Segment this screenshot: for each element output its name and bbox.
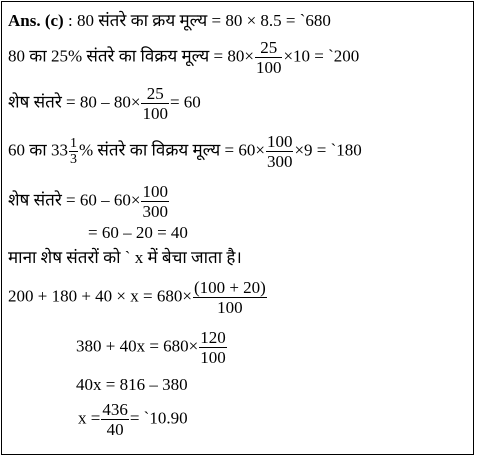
- text: शेष संतरे = 80 – 80×: [8, 92, 141, 112]
- denominator: 100: [255, 58, 282, 77]
- solution-box: [1, 1, 474, 455]
- text: माना शेष संतरों को ` x में बेचा जाता है।: [8, 248, 242, 267]
- line-remaining-2: [8, 182, 170, 221]
- line-selling-price-25: [8, 38, 359, 77]
- text: 60 का 33: [8, 140, 68, 160]
- mixed-fraction: [68, 136, 79, 167]
- answer-label: Ans. (c): [8, 11, 64, 30]
- text: = `10.90: [129, 408, 188, 428]
- text: = 60 – 20 = 40: [88, 223, 188, 242]
- numerator: 100: [142, 182, 168, 201]
- text: = 60: [169, 92, 201, 112]
- line-step-1: [76, 328, 228, 367]
- numerator: 100: [266, 132, 293, 151]
- text: 40x = 816 – 380: [76, 375, 188, 394]
- line-result: [78, 400, 188, 439]
- line-cost-price: [8, 11, 331, 31]
- line-remaining-1: [8, 84, 201, 123]
- numerator: 120: [200, 328, 226, 347]
- numerator: 436: [102, 400, 128, 419]
- denominator: 100: [217, 298, 243, 317]
- numerator: 25: [141, 84, 169, 104]
- line-selling-price-33: [8, 132, 362, 171]
- denominator: 300: [142, 202, 168, 221]
- text: x =: [78, 408, 101, 428]
- numerator: (100 + 20): [193, 278, 266, 297]
- text: % संतरे का विक्रय मूल्य = 60×: [78, 140, 265, 160]
- cost-price-text: : 80 संतरे का क्रय मूल्य = 80 × 8.5 = `680: [67, 11, 331, 30]
- numerator: 1: [69, 136, 77, 151]
- text: 80 का 25% संतरे का विक्रय मूल्य = 80×: [8, 46, 254, 66]
- text: ×9 = `180: [294, 140, 362, 160]
- fraction: [255, 38, 283, 77]
- line-step-2: [76, 375, 188, 395]
- text: ×10 = `200: [283, 46, 360, 66]
- text: 380 + 40x = 680×: [76, 336, 199, 356]
- text: शेष संतरे = 60 – 60×: [8, 190, 141, 210]
- fraction: [141, 182, 169, 221]
- fraction: [266, 132, 294, 171]
- text: 200 + 180 + 40 × x = 680×: [8, 286, 192, 306]
- line-remaining-result: [88, 223, 188, 243]
- fraction: [199, 328, 227, 367]
- denominator: 100: [200, 348, 226, 367]
- line-assumption: [8, 248, 242, 268]
- fraction: [141, 84, 169, 123]
- line-equation: [8, 278, 268, 317]
- fraction: [69, 136, 78, 167]
- fraction: [193, 278, 267, 317]
- denominator: 300: [266, 152, 293, 171]
- numerator: 25: [255, 38, 283, 58]
- denominator: 40: [106, 420, 124, 439]
- denominator: 3: [69, 152, 77, 167]
- denominator: 100: [142, 104, 168, 123]
- fraction: [101, 400, 129, 439]
